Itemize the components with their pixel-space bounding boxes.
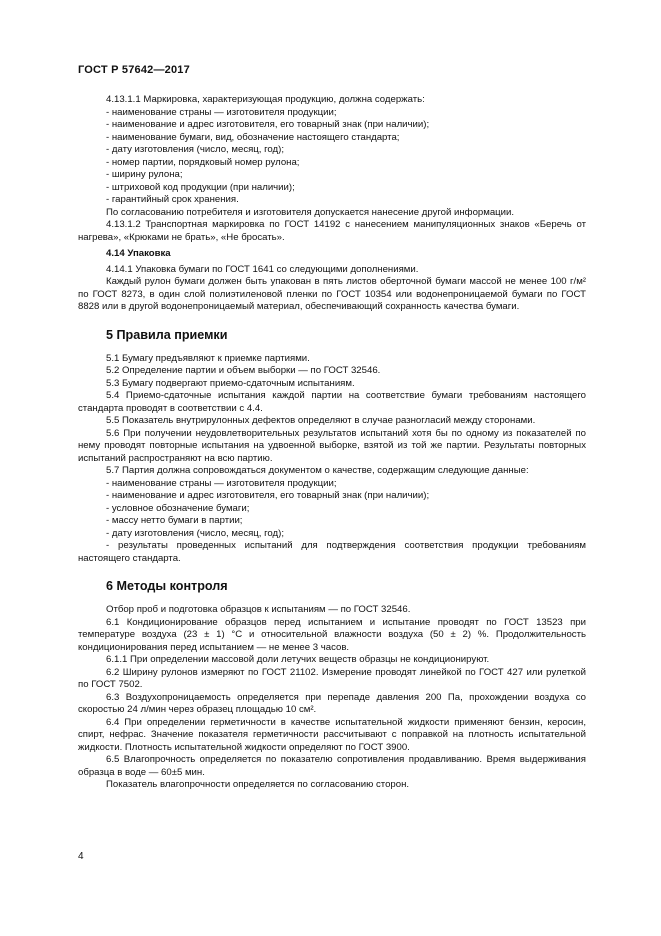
list-item: - наименование и адрес изготовителя, его товарный знак (при наличии); bbox=[106, 119, 430, 130]
list-item: - дату изготовления (число, месяц, год); bbox=[106, 527, 285, 539]
clause-6-3: 6.3 Воздухопроницаемость определяется при перепаде давления 200 Па, прохождении воздуха со скоростью 24 л/мин через образец площадью 10 см². bbox=[78, 691, 586, 715]
paragraph: Показатель влагопрочности определяется по согласованию сторон. bbox=[106, 779, 410, 790]
section-heading-6: 6 Методы контроля bbox=[106, 579, 228, 593]
list-item: - ширину рулона; bbox=[106, 169, 183, 180]
clause-4-13-1-1: 4.13.1.1 Маркировка, характеризующая продукцию, должна содержать: bbox=[106, 94, 425, 105]
paragraph: Каждый рулон бумаги должен быть упакован в пять листов оберточной бумаги массой не менее 100 г/м² по ГОСТ 8273, в один слой полиэтиленовой пленки по ГОСТ 10354 или водонепроницаемой бумаги по ГОСТ 8828 или в другой водонепроницаемый материал, обеспечивающий сохранность качества бумаги. bbox=[78, 276, 586, 312]
clause-5-1: 5.1 Бумагу предъявляют к приемке партиями. bbox=[106, 352, 310, 364]
list-item: - наименование бумаги, вид, обозначение настоящего стандарта; bbox=[106, 131, 400, 143]
clause-5-2: 5.2 Определение партии и объем выборки — по ГОСТ 32546. bbox=[106, 365, 381, 376]
clause-5-7: 5.7 Партия должна сопровождаться документом о качестве, содержащим следующие данные: bbox=[106, 465, 529, 476]
clause-6-4: 6.4 При определении герметичности в качестве испытательной жидкости применяют бензин, керосин, спирт, нефрас. Значение показателя герметичности рассчитывают с поправкой на плотность испытательной жидкости. Плотность испытательной жидкости определяют по ГОСТ 3900. bbox=[78, 716, 586, 753]
list-item: - штриховой код продукции (при наличии); bbox=[106, 181, 295, 193]
list-item: - наименование страны — изготовителя продукции; bbox=[106, 477, 337, 489]
page-number: 4 bbox=[78, 851, 84, 862]
clause-5-4: 5.4 Приемо-сдаточные испытания каждой партии на соответствие бумаги требованиям настоящего стандарта проводят в соответствии с 4.4. bbox=[78, 390, 586, 414]
clause-6-1: 6.1 Кондиционирование образцов перед испытанием и испытание проводят по ГОСТ 13523 при температуре воздуха (23 ± 1) °С и относительной влажности воздуха (50 ± 2) %. Продолжительность кондиционирования перед испытанием — не менее 3 часов. bbox=[78, 616, 586, 653]
clause-4-13-1-2: 4.13.1.2 Транспортная маркировка по ГОСТ 14192 с нанесением манипуляционных знаков «Беречь от нагрева», «Крюками не брать», «Не бросать». bbox=[78, 219, 586, 243]
list-item: - гарантийный срок хранения. bbox=[106, 194, 239, 205]
paragraph: Отбор проб и подготовка образцов к испытаниям — по ГОСТ 32546. bbox=[106, 604, 411, 615]
clause-6-5: 6.5 Влагопрочность определяется по показателю сопротивления продавливанию. Время выдерживания образца в воде — 60±5 мин. bbox=[78, 754, 586, 778]
document-code-header: ГОСТ Р 57642—2017 bbox=[78, 64, 190, 76]
list-item: - результаты проведенных испытаний для подтверждения соответствия продукции требованиям настоящего стандарта. bbox=[78, 540, 586, 564]
list-item: - наименование страны — изготовителя продукции; bbox=[106, 106, 337, 118]
list-item: - массу нетто бумаги в партии; bbox=[106, 515, 243, 526]
list-item: - номер партии, порядковый номер рулона; bbox=[106, 156, 300, 168]
document-body bbox=[78, 94, 586, 792]
clause-6-1-1: 6.1.1 При определении массовой доли летучих веществ образцы не кондиционируют. bbox=[106, 654, 490, 665]
clause-5-3: 5.3 Бумагу подвергают приемо-сдаточным испытаниям. bbox=[106, 377, 355, 389]
list-item: - условное обозначение бумаги; bbox=[106, 502, 250, 514]
list-item: - дату изготовления (число, месяц, год); bbox=[106, 144, 285, 155]
subsection-heading-4-14: 4.14 Упаковка bbox=[106, 248, 171, 259]
clause-5-6: 5.6 При получении неудовлетворительных результатов испытаний хотя бы по одному из показателей по нему проводят повторные испытания на удвоенной выборке, взятой из той же партии. Результаты повторных испытаний распространяют на всю партию. bbox=[78, 427, 586, 464]
paragraph: По согласованию потребителя и изготовителя допускается нанесение другой информации. bbox=[106, 206, 515, 218]
clause-4-14-1: 4.14.1 Упаковка бумаги по ГОСТ 1641 со следующими дополнениями. bbox=[106, 263, 419, 275]
clause-5-5: 5.5 Показатель внутрирулонных дефектов определяют в случае разногласий между сторонами. bbox=[106, 415, 536, 426]
clause-6-2: 6.2 Ширину рулонов измеряют по ГОСТ 21102. Измерение проводят линейкой по ГОСТ 427 или рулеткой по ГОСТ 7502. bbox=[78, 666, 586, 690]
list-item: - наименование и адрес изготовителя, его товарный знак (при наличии); bbox=[106, 490, 430, 501]
section-heading-5: 5 Правила приемки bbox=[106, 327, 228, 342]
